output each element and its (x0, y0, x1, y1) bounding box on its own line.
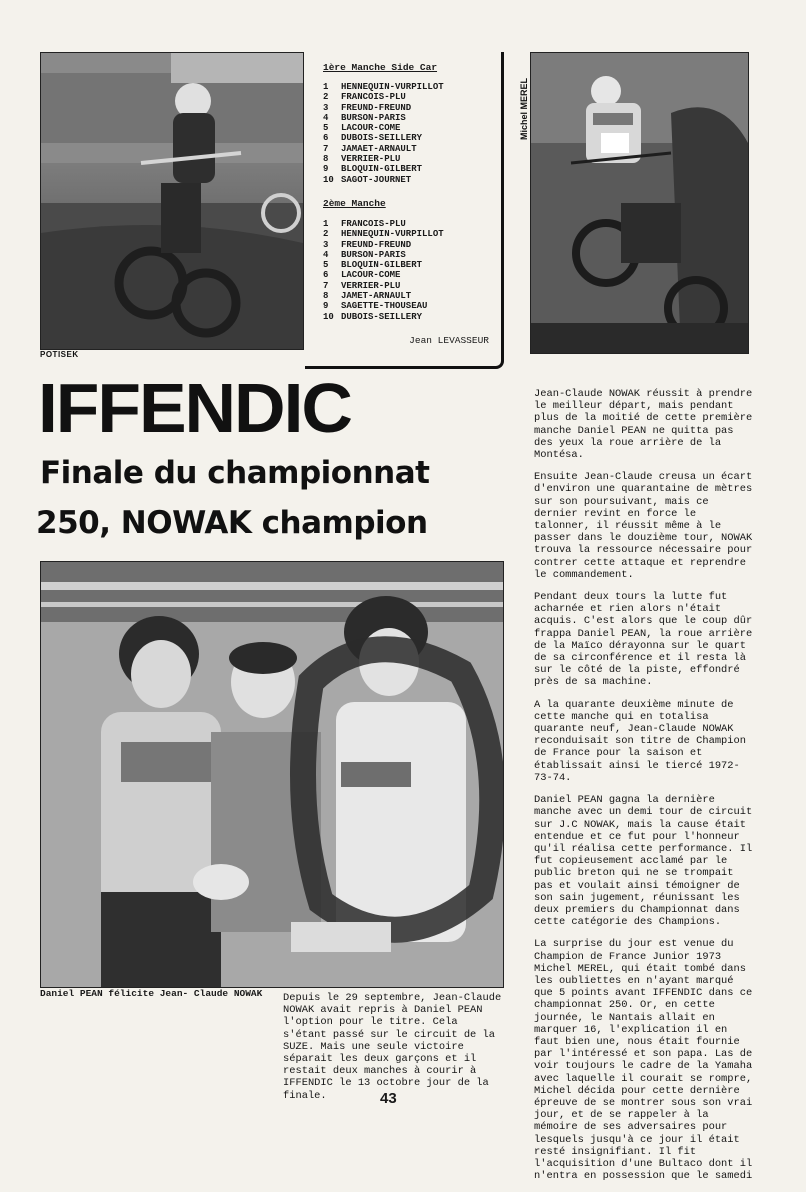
article-column-1 (283, 992, 505, 1102)
headline-subtitle-2: 250, NOWAK champion (36, 505, 428, 541)
result-position: 3 (323, 102, 329, 113)
result-position: 10 (323, 174, 334, 185)
article-paragraph: A la quarante deuxième minute de cette manche qui en totalisa quarante neuf, Jean-Claude NOWAK reconduisait son titre de Champion de France pour la saison et établissait ainsi le tiercé 1972-73-74. (534, 698, 747, 784)
results-box (305, 52, 504, 369)
manche2-title: 2ème Manche (323, 198, 386, 209)
result-row (323, 301, 444, 311)
result-position: 1 (323, 219, 329, 229)
result-row (323, 312, 444, 322)
result-position: 10 (323, 311, 334, 322)
result-team: LACOUR-COME (341, 123, 401, 134)
result-row (323, 144, 444, 154)
photo-rider-left (40, 52, 304, 350)
result-row (323, 113, 444, 123)
headline-subtitle-1: Finale du championnat (40, 455, 430, 491)
result-team: FRANCOIS-PLU (341, 219, 406, 229)
headline-title: IFFENDIC (38, 369, 351, 447)
result-team: SAGOT-JOURNET (341, 174, 412, 185)
results-author: Jean LEVASSEUR (409, 335, 489, 346)
result-team: HENNEQUIN-VURPILLOT (341, 82, 444, 92)
result-position: 1 (323, 82, 329, 92)
result-position: 5 (323, 123, 329, 134)
article-column-2 (534, 388, 756, 1192)
result-position: 6 (323, 270, 329, 281)
result-position: 4 (323, 249, 329, 260)
result-team: BLOQUIN-GILBERT (341, 164, 423, 175)
result-position: 8 (323, 291, 329, 302)
result-row (323, 82, 444, 92)
photo-credit-merel: Michel MEREL (519, 77, 529, 140)
result-row (323, 219, 444, 229)
photo-rider-left-image (41, 53, 303, 349)
photo-credit-potisek: POTISEK (40, 350, 79, 359)
result-row (323, 240, 444, 250)
result-row (323, 154, 444, 164)
result-row (323, 164, 444, 174)
result-row (323, 281, 444, 291)
result-team: BURSON-PARIS (341, 249, 406, 260)
manche1-results-list (323, 82, 444, 185)
result-row (323, 291, 444, 301)
article-paragraph: Ensuite Jean-Claude creusa un écart d'environ une quarantaine de mètres sur son poursuivant, mais ce dernier revint en force le talonner, il réussit même à le passer dans le douzième tour, NOWAK trouva la ressource nécessaire pour contrer cette attaque et reprendre le commandement. (534, 471, 753, 581)
result-position: 9 (323, 301, 329, 312)
result-team: BLOQUIN-GILBERT (341, 260, 423, 271)
result-position: 7 (323, 280, 329, 291)
result-row (323, 260, 444, 270)
photo-rider-right (530, 52, 749, 354)
photo-rider-right-image (531, 53, 748, 353)
result-position: 5 (323, 260, 329, 271)
result-team: JAMAET-ARNAULT (341, 143, 417, 154)
photo-podium (40, 561, 504, 988)
result-row (323, 250, 444, 260)
result-position: 4 (323, 112, 329, 123)
result-position: 7 (323, 143, 329, 154)
result-row (323, 92, 444, 102)
result-team: LACOUR-COME (341, 270, 401, 281)
article-paragraph: Pendant deux tours la lutte fut acharnée et rien alors n'était acquis. C'est alors que le coup dûr frappa Daniel PEAN, la roue arrière de la Maïco dérayonna sur le quart de sa circonférence et il resta là sur le côté de la piste, effondré près de sa machine. (534, 591, 753, 689)
result-team: VERRIER-PLU (341, 280, 401, 291)
result-position: 2 (323, 229, 329, 240)
page-number: 43 (380, 1090, 397, 1107)
result-team: DUBOIS-SEILLERY (341, 133, 423, 144)
result-team: HENNEQUIN-VURPILLOT (341, 229, 444, 240)
result-team: SAGETTE-THOUSEAU (341, 301, 428, 312)
result-row (323, 229, 444, 239)
article-paragraph: Daniel PEAN gagna la dernière manche avec un demi tour de circuit sur J.C NOWAK, mais la cause était entendue et ce fut pour l'honneur qu'il réalisa cette performance. Il fut copieusement acclamé par le public breton qui ne se trompait pas et voulait ainsi témoigner de son sain jugement, réunissant les deux premiers du Championnat dans cette catégorie des Champions. (534, 794, 753, 929)
result-position: 6 (323, 133, 329, 144)
article-paragraph: La surprise du jour est venue du Champion de France Junior 1973 Michel MEREL, qui était tombé dans les oubliettes en n'ayant marqué que 5 points avant IFFENDIC dans ce championnat 250. Or, en cette journée, le Nantais allait en marquer 16, l'explication il en faut bien une, nous était fournie par l'intéressé et son papa. Las de voir toujours le cadre de la Yamaha avec laquelle il courait se rompre, Michel décida pour cette dernière épreuve de se montrer sous son vrai jour, et de se rappeler à la mémoire de ses adversaires pour lesquels jusqu'à ce jour il était resté insignifiant. Il fit l'acquisition d'une Bultaco dont il n'entra en possession que le samedi (534, 938, 753, 1183)
result-row (323, 103, 444, 113)
result-position: 9 (323, 164, 329, 175)
result-team: DUBOIS-SEILLERY (341, 311, 423, 322)
result-row (323, 133, 444, 143)
result-position: 3 (323, 239, 329, 250)
result-row (323, 175, 444, 185)
result-row (323, 123, 444, 133)
photo-podium-image (41, 562, 503, 987)
result-team: JAMET-ARNAULT (341, 291, 412, 302)
result-team: FRANCOIS-PLU (341, 92, 406, 103)
result-team: VERRIER-PLU (341, 154, 401, 165)
result-team: FREUND-FREUND (341, 239, 412, 250)
result-position: 8 (323, 154, 329, 165)
photo-caption: Daniel PEAN félicite Jean- Claude NOWAK (40, 988, 263, 999)
result-team: FREUND-FREUND (341, 102, 412, 113)
manche2-results-list (323, 219, 444, 322)
manche1-title: 1ère Manche Side Car (323, 62, 438, 73)
article-paragraph: Depuis le 29 septembre, Jean-Claude NOWAK avait repris à Daniel PEAN l'option pour le titre. Cela s'étant passé sur le circuit de la SUZE. Mais une seule victoire séparait les deux garçons et il restait deux manches à courir à IFFENDIC le 13 octobre jour de la finale. (283, 992, 502, 1102)
result-position: 2 (323, 92, 329, 103)
result-row (323, 270, 444, 280)
result-team: BURSON-PARIS (341, 112, 406, 123)
article-paragraph: Jean-Claude NOWAK réussit à prendre le meilleur départ, mais pendant plus de la moitié de cette première manche Daniel PEAN ne quitta pas des yeux la roue arrière de la Montésa. (534, 388, 753, 462)
